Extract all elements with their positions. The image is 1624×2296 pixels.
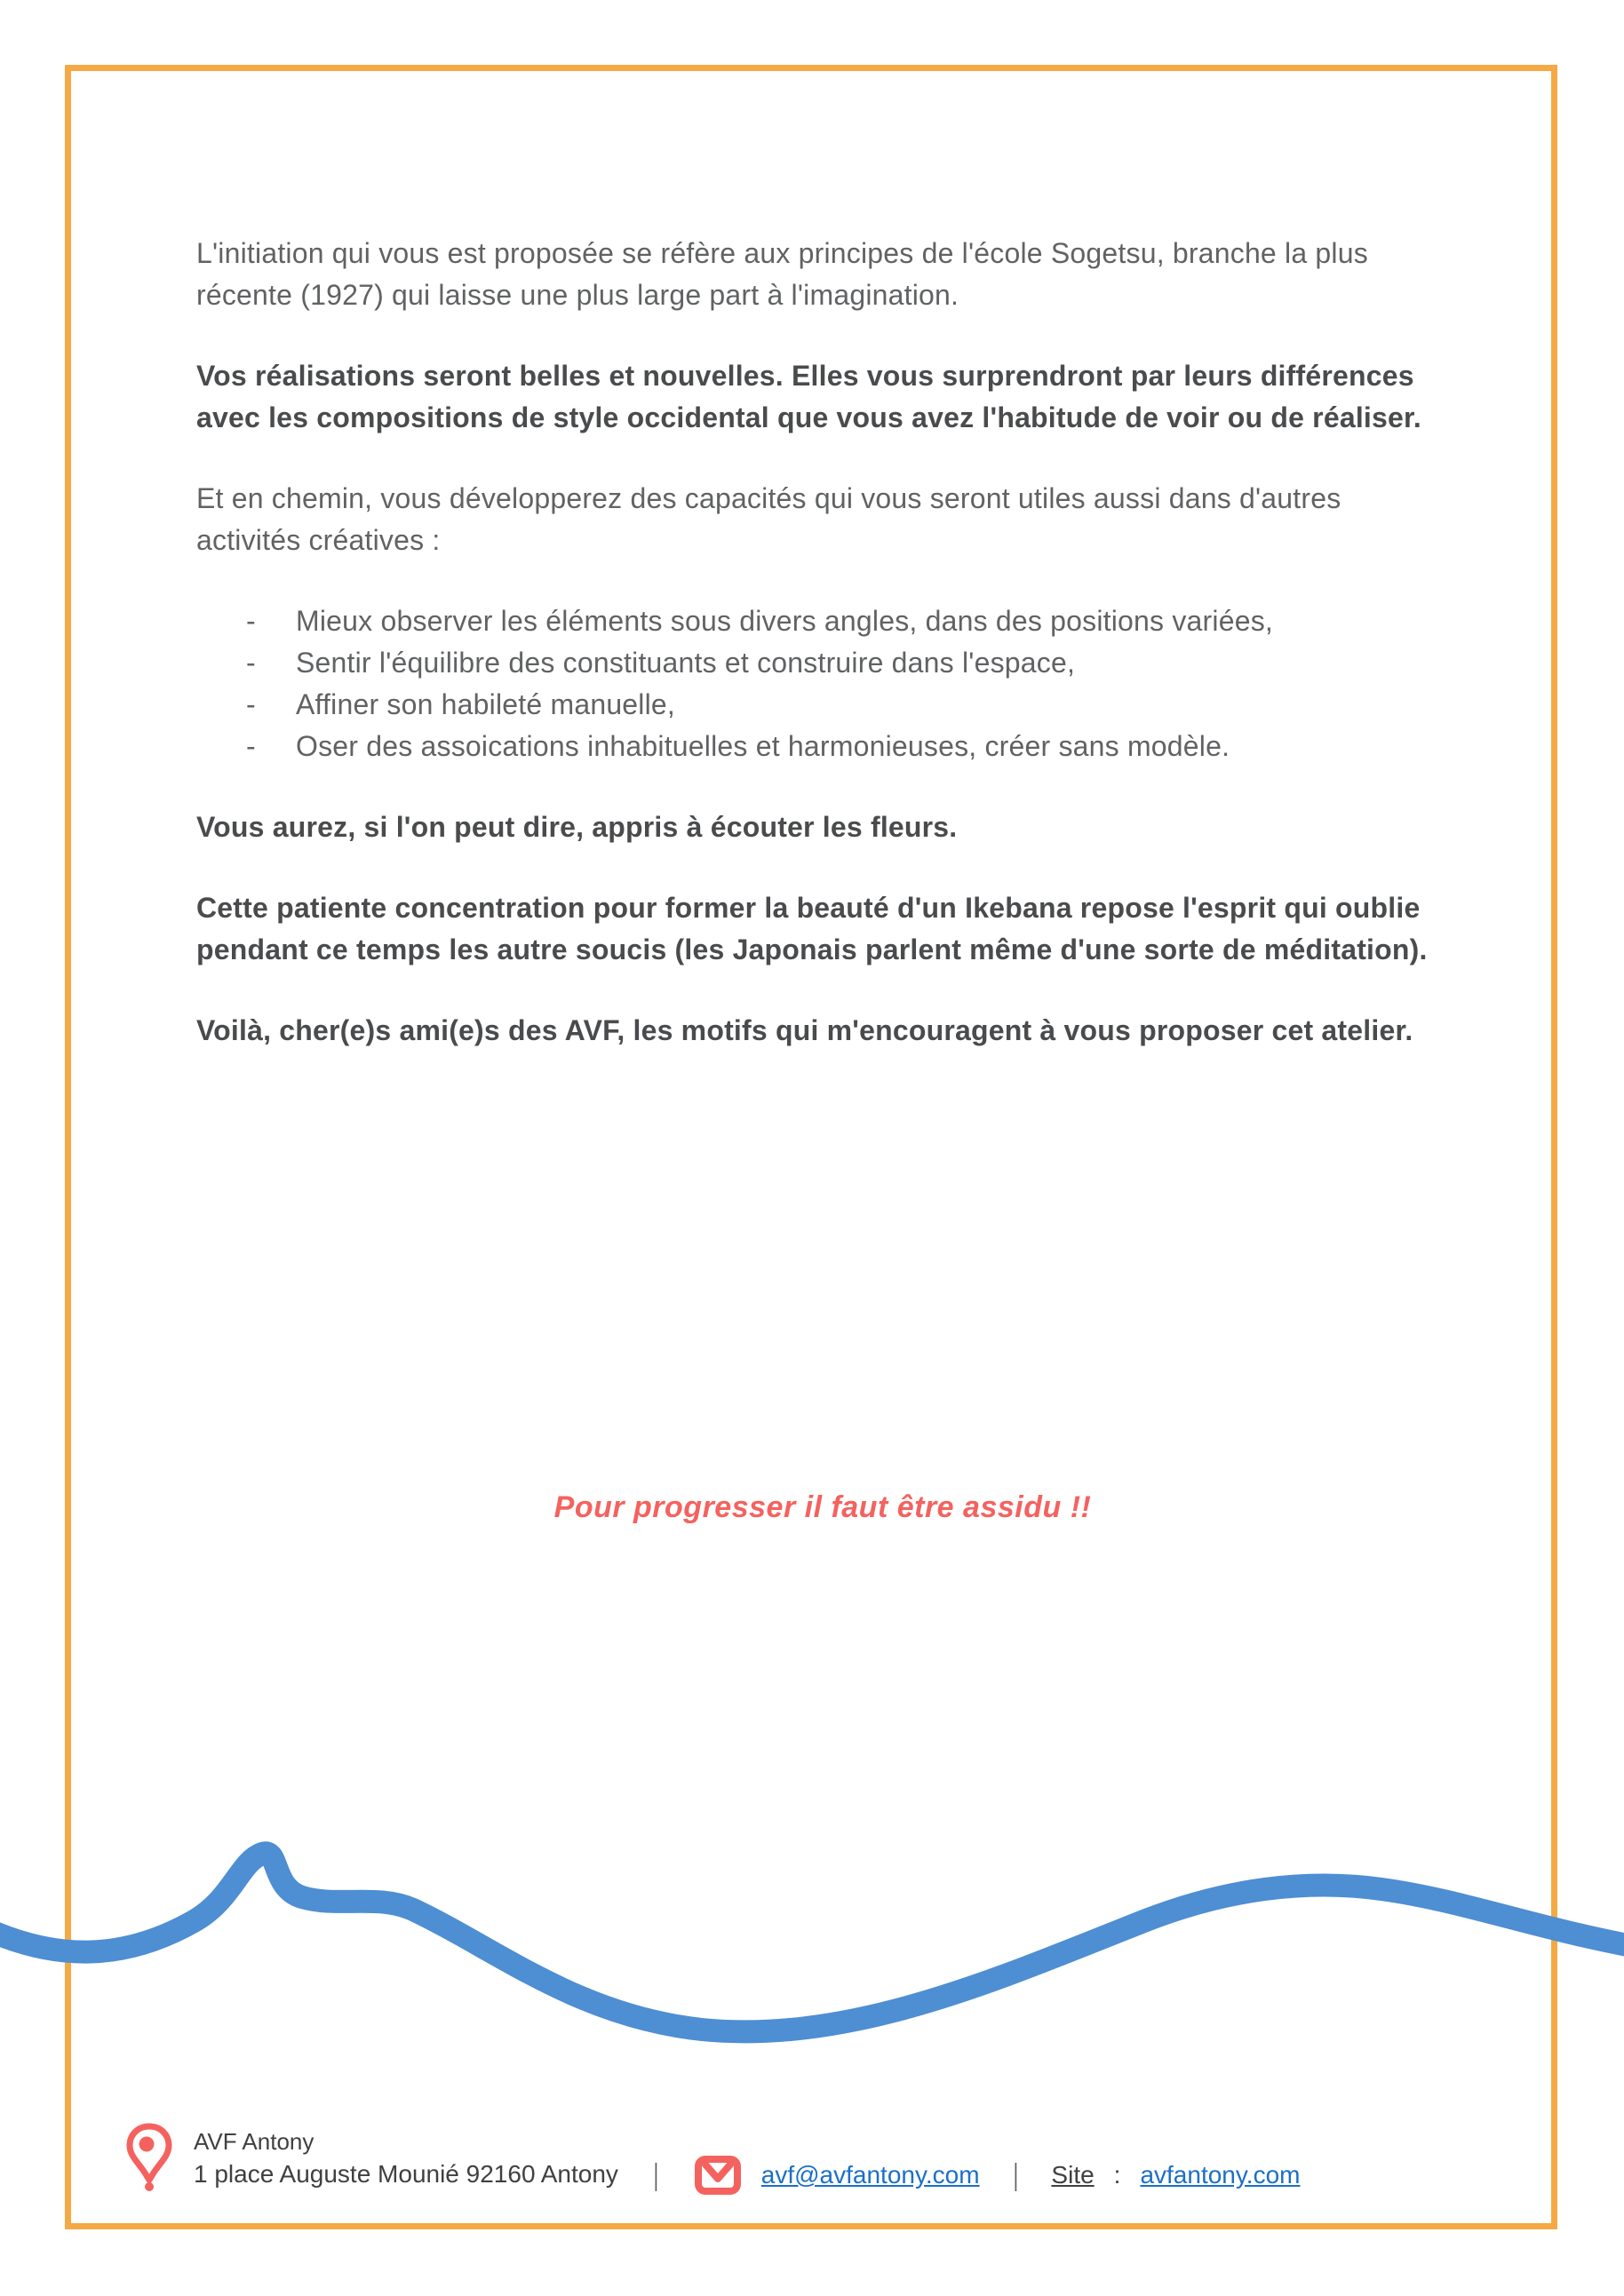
capacities-list bbox=[196, 600, 1449, 767]
list-item-text: Affiner son habileté manuelle, bbox=[296, 688, 676, 720]
list-item bbox=[196, 684, 1449, 726]
footer-contact-bar bbox=[126, 2121, 1300, 2196]
list-item bbox=[196, 600, 1449, 642]
site-separator: : bbox=[1113, 2161, 1121, 2189]
email-icon bbox=[694, 2155, 742, 2196]
paragraph-concentration: Cette patiente concentration pour former la beauté d'un Ikebana repose l'esprit qui oublie pendant ce temps les autre soucis (les Japonais parlent même d'une sorte de méditation). bbox=[196, 892, 1428, 965]
site-label: Site bbox=[1051, 2161, 1095, 2189]
bullet-dash: - bbox=[246, 730, 256, 762]
paragraph-chemin: Et en chemin, vous développerez des capacités qui vous seront utiles aussi dans d'autres activités créatives : bbox=[196, 482, 1341, 556]
site-link[interactable]: avfantony.com bbox=[1140, 2161, 1301, 2189]
decorative-wave bbox=[0, 1803, 1624, 2070]
email-link[interactable]: avf@avfantony.com bbox=[760, 2161, 980, 2189]
list-item-text: Sentir l'équilibre des constituants et construire dans l'espace, bbox=[296, 647, 1076, 679]
bullet-dash: - bbox=[246, 688, 256, 720]
paragraph-initiation: L'initiation qui vous est proposée se réfère aux principes de l'école Sogetsu, branche la plus récente (1927) qui laisse une plus large part à l'imagination. bbox=[196, 237, 1368, 311]
list-item bbox=[196, 726, 1449, 767]
bullet-dash: - bbox=[246, 647, 256, 679]
paragraph-realisations: Vos réalisations seront belles et nouvelles. Elles vous surprendront par leurs différences avec les compositions de style occidental que vous avez l'habitude de voir ou de réaliser. bbox=[196, 360, 1421, 433]
footer-divider: | bbox=[1013, 2157, 1018, 2192]
list-item-text: Oser des assoications inhabituelles et harmonieuses, créer sans modèle. bbox=[296, 730, 1230, 762]
slogan-text: Pour progresser il faut être assidu !! bbox=[553, 1490, 1092, 1524]
org-info bbox=[194, 2128, 618, 2189]
paragraph-ecouter-fleurs: Vous aurez, si l'on peut dire, appris à écouter les fleurs. bbox=[196, 811, 958, 843]
list-item bbox=[196, 642, 1449, 684]
contact-links bbox=[694, 2155, 1301, 2196]
bullet-dash: - bbox=[246, 605, 256, 637]
paragraph-voila: Voilà, cher(e)s ami(e)s des AVF, les motifs qui m'encouragent à vous proposer cet atelier. bbox=[196, 1014, 1413, 1046]
org-name: AVF Antony bbox=[194, 2128, 314, 2155]
body-text bbox=[196, 233, 1449, 1091]
org-address: 1 place Auguste Mounié 92160 Antony bbox=[194, 2160, 618, 2188]
location-pin-icon bbox=[126, 2123, 172, 2194]
list-item-text: Mieux observer les éléments sous divers angles, dans des positions variées, bbox=[296, 605, 1273, 637]
footer-divider: | bbox=[653, 2157, 659, 2192]
